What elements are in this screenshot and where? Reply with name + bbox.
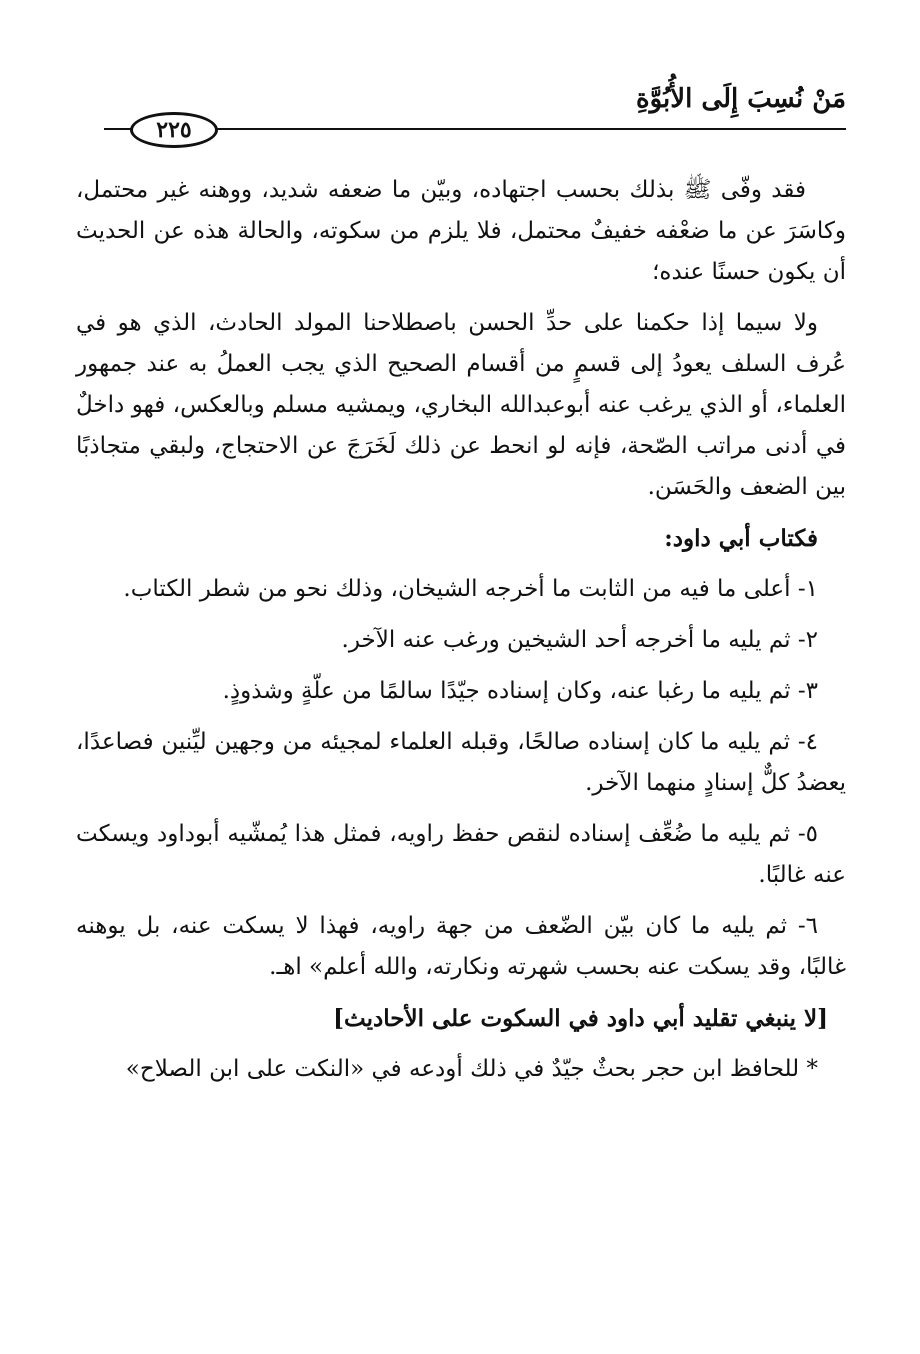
page-header [104,84,846,156]
paragraph: فقد وفّى ﷺ بذلك بحسب اجتهاده، وبيّن ما ضعفه شديد، ووهنه غير محتمل، وكاسَرَ عن ما ضعْفه خفيفٌ محتمل، فلا يلزم من سكوته، والحالة هذه عن الحديث أن يكون حسنًا عنده؛ [76,177,846,285]
bracket-heading: [لا ينبغي تقليد أبي داود في السكوت على الأحاديث] [333,1005,828,1032]
paragraph: ولا سيما إذا حكمنا على حدِّ الحسن باصطلاحنا المولد الحادث، الذي هو في عُرف السلف يعودُ إلى قسمٍ من أقسام الصحيح الذي يجب العملُ به عند جمهور العلماء، أو الذي يرغب عنه أبوعبدالله البخاري، ويمشيه مسلم وبالعكس، فهو داخلٌ في أدنى مراتب الصّحة، فإنه لو انحط عن ذلك لَخَرَجَ عن الاحتجاج، ولبقي متجاذبًا بين الضعف والحَسَن. [76,310,846,500]
list-item: ٢- ثم يليه ما أخرجه أحد الشيخين ورغب عنه الآخر. [341,627,818,653]
list-item: ٤- ثم يليه ما كان إسناده صالحًا، وقبله العلماء لمجيئه من وجهين ليِّنين فصاعدًا، يعضدُ كلٌّ إسنادٍ منهما الآخر. [76,729,846,796]
running-title: مَنْ نُسِبَ إِلَى الأُبُوَّةِ [636,84,846,114]
page-body [76,170,846,1100]
page-number: ٢٢٥ [130,112,218,148]
list-item: ١- أعلى ما فيه من الثابت ما أخرجه الشيخان، وذلك نحو من شطر الكتاب. [123,576,818,602]
list-item: ٣- ثم يليه ما رغبا عنه، وكان إسناده جيّدًا سالمًا من علّةٍ وشذوذٍ. [222,678,818,704]
last-line: * للحافظ ابن حجر بحثٌ جيّدٌ في ذلك أودعه في «النكت على ابن الصلاح» [125,1056,818,1082]
list-item: ٥- ثم يليه ما ضُعِّف إسناده لنقص حفظ راويه، فمثل هذا يُمشّيه أبوداود ويسكت عنه غالبًا. [76,821,846,888]
section-heading: فكتاب أبي داود: [664,525,818,552]
list-item: ٦- ثم يليه ما كان بيّن الضّعف من جهة راويه، فهذا لا يسكت عنه، بل يوهنه غالبًا، وقد يسكت عنه بحسب شهرته ونكارته، والله أعلم» اهـ. [76,913,846,980]
